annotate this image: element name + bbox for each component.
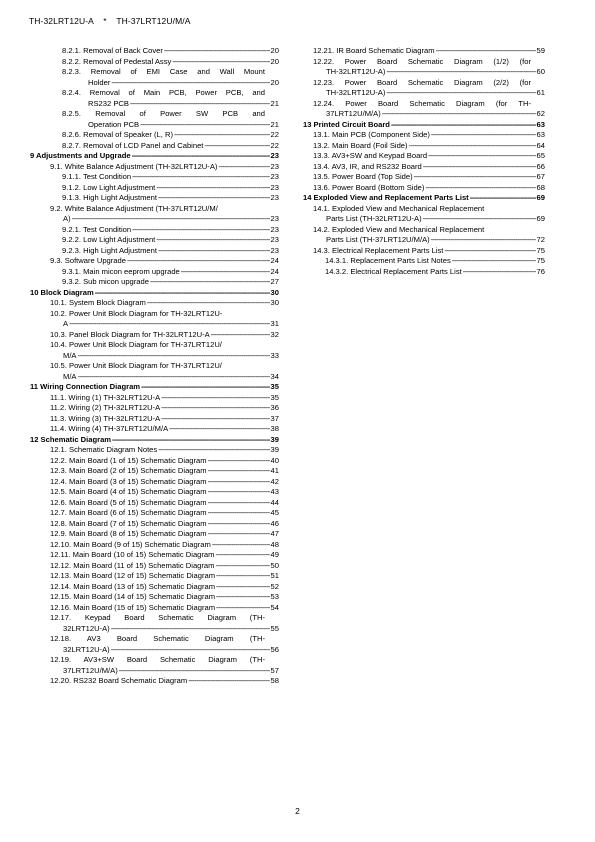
toc-entry-title: 11.2. Wiring (2) TH-32LRT12U-A: [50, 403, 161, 412]
dot-leader: [147, 298, 270, 309]
toc-entry[interactable]: [30, 603, 279, 614]
toc-entry-title: 8.2.3. Removal of EMI Case and Wall Mount: [62, 67, 265, 76]
toc-entry-title: 12.14. Main Board (13 of 15) Schematic Diagram: [50, 581, 216, 591]
toc-entry-title: 13.4. AV3, IR, and RS232 Board: [313, 161, 422, 171]
dot-leader: [208, 519, 270, 530]
dot-leader: [204, 141, 269, 152]
toc-entry[interactable]: [30, 277, 279, 288]
toc-page-number: 21: [270, 98, 279, 108]
toc-page-number: 66: [536, 161, 545, 171]
toc-entry[interactable]: [30, 477, 279, 488]
toc-entry[interactable]: [303, 204, 545, 225]
dot-leader: [72, 214, 270, 225]
dot-leader: [130, 99, 270, 110]
toc-page-number: 39: [270, 445, 279, 454]
toc-page-number: 62: [536, 109, 545, 118]
toc-page-number: 75: [536, 245, 545, 255]
dot-leader: [208, 477, 270, 488]
toc-page-number: 35: [270, 392, 279, 402]
toc-entry-title: 14.1. Exploded View and Mechanical Replacement: [313, 203, 485, 213]
toc-entry-title: 14.3.1. Replacement Parts List Notes: [325, 256, 451, 265]
dot-leader: [69, 319, 269, 330]
toc-entry-title: 12.24. Power Board Schematic Diagram (for TH-: [313, 98, 531, 108]
dot-leader: [78, 351, 270, 362]
toc-entry-title: 14.3.2. Electrical Replacement Parts List: [325, 266, 462, 276]
dot-leader: [431, 130, 536, 141]
dot-leader: [158, 246, 270, 257]
dot-leader: [164, 46, 270, 57]
dot-leader: [444, 246, 535, 257]
toc-entry[interactable]: [30, 613, 279, 634]
toc-entry[interactable]: [30, 676, 279, 687]
toc-page-number: 34: [270, 371, 279, 381]
toc-entry[interactable]: [30, 340, 279, 361]
toc-entry-title: Parts List (TH-37LRT12U/M/A): [326, 235, 430, 244]
toc-entry[interactable]: [30, 246, 279, 257]
toc-page-number: 33: [270, 350, 279, 360]
toc-entry[interactable]: [303, 256, 545, 267]
toc-entry-title: 37LRT12U/M/A): [63, 665, 118, 675]
toc-page-number: 23: [270, 214, 279, 223]
toc-entry[interactable]: [303, 78, 545, 99]
dot-leader: [158, 193, 270, 204]
toc-entry-title: 12.18. AV3 Board Schematic Diagram (TH-: [50, 634, 265, 643]
toc-entry-title: Parts List (TH-32LRT12U-A): [326, 214, 422, 223]
toc-entry[interactable]: [30, 487, 279, 498]
toc-entry-title: 9.2.1. Test Condition: [62, 224, 132, 234]
toc-entry-title: 12.12. Main Board (11 of 15) Schematic Diagram: [50, 560, 215, 570]
toc-entry-title: 13.3. AV3+SW and Keypad Board: [313, 151, 428, 160]
toc-page-number: 23: [270, 151, 279, 160]
toc-entry[interactable]: [30, 330, 279, 341]
toc-page-number: 31: [270, 319, 279, 328]
toc-entry-title: 14 Exploded View and Replacement Parts List: [303, 193, 469, 202]
toc-entry[interactable]: [30, 592, 279, 603]
toc-entry-title: 12.22. Power Board Schematic Diagram (1/2) (for: [313, 56, 531, 66]
toc-entry-title: 11.4. Wiring (4) TH-37LRT12U/M/A: [50, 424, 169, 433]
toc-entry-title: 10.4. Power Unit Block Diagram for TH-37LRT12U/: [50, 340, 222, 349]
toc-entry[interactable]: [30, 498, 279, 509]
toc-entry-title: 9.3. Software Upgrade: [50, 256, 126, 265]
toc-entry-title: 11.3. Wiring (3) TH-32LRT12U-A: [50, 413, 161, 423]
dot-leader: [156, 235, 269, 246]
toc-page-number: 20: [270, 56, 279, 66]
toc-entry[interactable]: [30, 655, 279, 676]
toc-entry[interactable]: [30, 382, 279, 393]
toc-entry-title: 10.3. Panel Block Diagram for TH-32LRT12U-A: [50, 329, 210, 339]
toc-page-number: 24: [270, 266, 279, 276]
toc-page-number: 22: [270, 130, 279, 139]
dot-leader: [127, 256, 270, 267]
toc-entry-title: TH-32LRT12U-A): [326, 67, 386, 76]
toc-page-number: 23: [270, 245, 279, 255]
dot-leader: [161, 414, 269, 425]
toc-page-number: 41: [270, 466, 279, 475]
toc-page-number: 57: [270, 665, 279, 675]
toc-entry-title: 12.9. Main Board (8 of 15) Schematic Diagram: [50, 529, 207, 538]
toc-page-number: 39: [270, 434, 279, 444]
toc-entry[interactable]: [30, 235, 279, 246]
toc-entry-title: 9.1.2. Low Light Adjustment: [62, 182, 156, 192]
toc-entry[interactable]: [30, 256, 279, 267]
page-number: 2: [295, 806, 300, 816]
toc-page-number: 23: [270, 161, 279, 171]
dot-leader: [215, 550, 269, 561]
toc-page-number: 20: [270, 46, 279, 55]
toc-entry[interactable]: [30, 46, 279, 57]
toc-entry[interactable]: [30, 361, 279, 382]
dot-leader: [161, 403, 269, 414]
dot-leader: [386, 67, 535, 78]
toc-page-number: 67: [536, 172, 545, 181]
dot-leader: [409, 141, 536, 152]
toc-entry[interactable]: [30, 466, 279, 477]
toc-entry[interactable]: [30, 141, 279, 152]
dot-leader: [111, 78, 269, 89]
toc-entry[interactable]: [30, 309, 279, 330]
toc-page-number: 52: [270, 581, 279, 591]
toc-entry-title: 13.2. Main Board (Foil Side): [313, 140, 408, 150]
toc-page-number: 76: [536, 266, 545, 276]
page-header: TH-32LRT12U-A * TH-37LRT12U/M/A: [29, 16, 191, 26]
toc-entry[interactable]: [30, 172, 279, 183]
toc-page-number: 75: [536, 256, 545, 265]
toc-entry-title: 8.2.1. Removal of Back Cover: [62, 46, 163, 55]
dot-leader: [428, 151, 535, 162]
dot-leader: [423, 162, 536, 173]
toc-entry[interactable]: [30, 540, 279, 551]
dot-leader: [150, 277, 270, 288]
toc-entry[interactable]: [303, 120, 545, 131]
toc-entry[interactable]: [30, 435, 279, 446]
toc-entry-title: 12.21. IR Board Schematic Diagram: [313, 46, 435, 55]
toc-entry-title: 11.1. Wiring (1) TH-32LRT12U-A: [50, 392, 161, 402]
toc-page-number: 30: [270, 287, 279, 297]
toc-page-number: 46: [270, 518, 279, 528]
toc-entry[interactable]: [303, 225, 545, 246]
toc-entry[interactable]: [30, 456, 279, 467]
toc-entry[interactable]: [30, 519, 279, 530]
toc-page-number: 49: [270, 550, 279, 559]
toc-entry[interactable]: [30, 529, 279, 540]
toc-entry-title: 12.13. Main Board (12 of 15) Schematic Diagram: [50, 571, 216, 580]
dot-leader: [188, 676, 269, 687]
toc-entry-title: 13 Printed Circuit Board: [303, 119, 390, 129]
toc-entry-title: 14.3. Electrical Replacement Parts List: [313, 245, 444, 255]
toc-entry-title: 12.11. Main Board (10 of 15) Schematic Diagram: [50, 550, 215, 559]
dot-leader: [425, 183, 535, 194]
toc-entry[interactable]: [30, 393, 279, 404]
toc-page-number: 22: [270, 140, 279, 150]
toc-page-number: 38: [270, 424, 279, 433]
toc-entry[interactable]: [303, 57, 545, 78]
toc-entry-title: 12.20. RS232 Board Schematic Diagram: [50, 676, 188, 685]
toc-entry-title: RS232 PCB: [88, 98, 129, 108]
dot-leader: [156, 183, 269, 194]
toc-page-number: 36: [270, 403, 279, 412]
dot-leader: [431, 235, 536, 246]
toc-page-number: 23: [270, 172, 279, 181]
dot-leader: [132, 172, 269, 183]
toc-entry-title: 12.2. Main Board (1 of 15) Schematic Diagram: [50, 455, 207, 465]
toc-entry-title: A: [63, 319, 69, 328]
dot-leader: [78, 372, 270, 383]
toc-page-number: 56: [270, 644, 279, 654]
toc-page-number: 69: [536, 214, 545, 223]
dot-leader: [119, 666, 270, 677]
toc-page-number: 65: [536, 151, 545, 160]
dot-leader: [208, 466, 270, 477]
toc-entry-title: 14.2. Exploded View and Mechanical Replacement: [313, 224, 485, 234]
dot-leader: [208, 456, 270, 467]
toc-entry[interactable]: [303, 46, 545, 57]
dot-leader: [470, 193, 536, 204]
dot-leader: [174, 130, 270, 141]
toc-page-number: 42: [270, 476, 279, 486]
toc-entry-title: 8.2.6. Removal of Speaker (L, R): [62, 130, 174, 139]
toc-entry-title: 12.15. Main Board (14 of 15) Schematic Diagram: [50, 592, 216, 601]
toc-page-number: 45: [270, 508, 279, 517]
dot-leader: [172, 57, 269, 68]
toc-entry[interactable]: [30, 193, 279, 204]
dot-leader: [211, 330, 270, 341]
dot-leader: [132, 151, 270, 162]
toc-entry-title: 8.2.4. Removal of Main PCB, Power PCB, and: [62, 88, 265, 97]
toc-page-number: 30: [270, 298, 279, 307]
toc-page-number: 53: [270, 592, 279, 601]
dot-leader: [216, 582, 270, 593]
dot-leader: [158, 445, 269, 456]
toc-entry-title: 12.19. AV3+SW Board Schematic Diagram (TH-: [50, 655, 265, 664]
toc-entry-title: 32LRT12U-A): [63, 644, 110, 654]
toc-entry-title: 9.2. White Balance Adjustment (TH-37LRT12U/M/: [50, 203, 218, 213]
toc-entry-title: 12.3. Main Board (2 of 15) Schematic Diagram: [50, 466, 207, 475]
toc-entry[interactable]: [30, 267, 279, 278]
toc-entry-title: M/A: [63, 371, 77, 381]
toc-page-number: 68: [536, 182, 545, 192]
dot-leader: [391, 120, 536, 131]
toc-page-number: 59: [536, 46, 545, 55]
toc-entry-title: 13.5. Power Board (Top Side): [313, 172, 413, 181]
toc-entry-title: 8.2.5. Removal of Power SW PCB and: [62, 109, 265, 118]
toc-entry-title: A): [63, 214, 71, 223]
toc-entry-title: 9.3.2. Sub micon upgrade: [62, 277, 149, 286]
toc-page-number: 27: [270, 277, 279, 286]
toc-entry[interactable]: [30, 424, 279, 435]
toc-entry-title: 12.4. Main Board (3 of 15) Schematic Diagram: [50, 476, 207, 486]
toc-entry-title: 8.2.2. Removal of Pedestal Assy: [62, 56, 172, 66]
toc-page-number: 44: [270, 497, 279, 507]
dot-leader: [215, 561, 269, 572]
toc-entry-title: 13.1. Main PCB (Component Side): [313, 130, 430, 139]
toc-entry[interactable]: [30, 204, 279, 225]
toc-entry-title: 11 Wiring Connection Diagram: [30, 382, 141, 391]
toc-page-number: 63: [536, 119, 545, 129]
toc-page-number: 32: [270, 329, 279, 339]
toc-entry[interactable]: [30, 403, 279, 414]
dot-leader: [95, 288, 270, 299]
toc-entry[interactable]: [30, 571, 279, 582]
toc-page-number: 48: [270, 539, 279, 549]
toc-page-number: 23: [270, 224, 279, 234]
toc-entry[interactable]: [303, 99, 545, 120]
dot-leader: [208, 498, 270, 509]
toc-entry[interactable]: [30, 414, 279, 425]
toc-page-number: 69: [536, 193, 545, 202]
dot-leader: [386, 88, 535, 99]
toc-entry[interactable]: [30, 288, 279, 299]
toc-entry-title: M/A: [63, 350, 77, 360]
toc-entry-title: 9.1. White Balance Adjustment (TH-32LRT12U-A): [50, 161, 218, 171]
toc-entry-title: 12.5. Main Board (4 of 15) Schematic Diagram: [50, 487, 207, 496]
toc-entry[interactable]: [30, 109, 279, 130]
dot-leader: [141, 382, 269, 393]
toc-entry[interactable]: [30, 57, 279, 68]
dot-leader: [212, 540, 270, 551]
toc-page-number: 24: [270, 256, 279, 265]
toc-page-number: 50: [270, 560, 279, 570]
toc-entry-title: 9.2.2. Low Light Adjustment: [62, 235, 156, 244]
toc-entry-title: 9.1.3. High Light Adjustment: [62, 193, 157, 202]
toc-page-number: 47: [270, 529, 279, 538]
toc-page-number: 40: [270, 455, 279, 465]
toc-entry-title: 9.2.3. High Light Adjustment: [62, 245, 157, 255]
toc-entry-title: 12.23. Power Board Schematic Diagram (2/2) (for: [313, 77, 531, 87]
toc-entry-title: 10.1. System Block Diagram: [50, 298, 146, 307]
dot-leader: [140, 120, 269, 131]
toc-entry[interactable]: [30, 183, 279, 194]
toc-entry-title: 12.7. Main Board (6 of 15) Schematic Diagram: [50, 508, 207, 517]
toc-entry-title: 12.6. Main Board (5 of 15) Schematic Diagram: [50, 497, 207, 507]
toc-entry[interactable]: [303, 151, 545, 162]
toc-entry[interactable]: [30, 445, 279, 456]
toc-page-number: 21: [270, 119, 279, 129]
toc-entry[interactable]: [303, 193, 545, 204]
toc-entry[interactable]: [30, 67, 279, 88]
toc-entry-title: TH-32LRT12U-A): [326, 88, 386, 97]
dot-leader: [208, 487, 270, 498]
toc-entry-title: 12.8. Main Board (7 of 15) Schematic Diagram: [50, 518, 207, 528]
toc-page-number: 37: [270, 413, 279, 423]
dot-leader: [111, 645, 270, 656]
toc-page-number: 23: [270, 182, 279, 192]
toc-entry-title: 13.6. Power Board (Bottom Side): [313, 182, 425, 192]
toc-entry[interactable]: [303, 172, 545, 183]
toc-entry[interactable]: [30, 634, 279, 655]
toc-entry-title: Operation PCB: [88, 119, 140, 129]
toc-entry-title: 12.1. Schematic Diagram Notes: [50, 445, 158, 454]
toc-right-column: [303, 46, 545, 277]
toc-entry-title: 12.17. Keypad Board Schematic Diagram (TH-: [50, 613, 265, 622]
toc-page-number: 43: [270, 487, 279, 496]
toc-entry-title: 9.1.1. Test Condition: [62, 172, 132, 181]
toc-entry[interactable]: [30, 225, 279, 236]
toc-left-column: [30, 46, 279, 687]
toc-entry-title: 10.5. Power Unit Block Diagram for TH-37LRT12U/: [50, 361, 222, 370]
toc-entry[interactable]: [30, 162, 279, 173]
toc-entry[interactable]: [303, 267, 545, 278]
toc-entry-title: 37LRT12U/M/A): [326, 109, 381, 118]
dot-leader: [216, 592, 270, 603]
toc-entry-title: 8.2.7. Removal of LCD Panel and Cabinet: [62, 140, 204, 150]
toc-entry[interactable]: [30, 88, 279, 109]
dot-leader: [463, 267, 536, 278]
toc-page-number: 54: [270, 602, 279, 612]
toc-page-number: 51: [270, 571, 279, 580]
toc-page-number: 58: [270, 676, 279, 685]
toc-entry[interactable]: [30, 298, 279, 309]
toc-entry[interactable]: [30, 550, 279, 561]
dot-leader: [169, 424, 269, 435]
toc-entry-title: 32LRT12U-A): [63, 623, 110, 633]
dot-leader: [208, 508, 270, 519]
toc-page-number: 72: [536, 235, 545, 244]
dot-leader: [216, 603, 270, 614]
toc-page-number: 35: [270, 382, 279, 391]
toc-entry-title: 9.3.1. Main micon eeprom upgrade: [62, 266, 180, 276]
dot-leader: [111, 624, 270, 635]
toc-entry-title: 10.2. Power Unit Block Diagram for TH-32LRT12U-: [50, 308, 223, 318]
dot-leader: [132, 225, 269, 236]
toc-entry-title: Holder: [88, 77, 111, 87]
dot-leader: [218, 162, 269, 173]
toc-entry[interactable]: [30, 582, 279, 593]
dot-leader: [452, 256, 536, 267]
dot-leader: [161, 393, 269, 404]
dot-leader: [436, 46, 536, 57]
dot-leader: [208, 529, 270, 540]
dot-leader: [423, 214, 536, 225]
dot-leader: [382, 109, 536, 120]
toc-entry[interactable]: [30, 130, 279, 141]
dot-leader: [216, 571, 270, 582]
toc-entry-title: 12.10. Main Board (9 of 15) Schematic Diagram: [50, 539, 211, 549]
toc-page-number: 23: [270, 235, 279, 244]
toc-entry[interactable]: [30, 561, 279, 572]
toc-page-number: 55: [270, 623, 279, 633]
toc-entry[interactable]: [303, 246, 545, 257]
toc-page-number: 23: [270, 193, 279, 202]
dot-leader: [112, 435, 270, 446]
toc-entry[interactable]: [30, 508, 279, 519]
toc-page-number: 20: [270, 77, 279, 87]
toc-entry-title: 10 Block Diagram: [30, 287, 94, 297]
toc-page-number: 60: [536, 67, 545, 76]
dot-leader: [414, 172, 536, 183]
toc-entry[interactable]: [303, 130, 545, 141]
toc-entry-title: 12 Schematic Diagram: [30, 434, 112, 444]
toc-page-number: 63: [536, 130, 545, 139]
toc-entry-title: 9 Adjustments and Upgrade: [30, 151, 131, 160]
toc-page-number: 64: [536, 140, 545, 150]
toc-entry-title: 12.16. Main Board (15 of 15) Schematic Diagram: [50, 602, 216, 612]
toc-entry[interactable]: [303, 141, 545, 152]
dot-leader: [181, 267, 270, 278]
toc-entry[interactable]: [30, 151, 279, 162]
toc-entry[interactable]: [303, 183, 545, 194]
toc-page-number: 61: [536, 88, 545, 97]
toc-entry[interactable]: [303, 162, 545, 173]
